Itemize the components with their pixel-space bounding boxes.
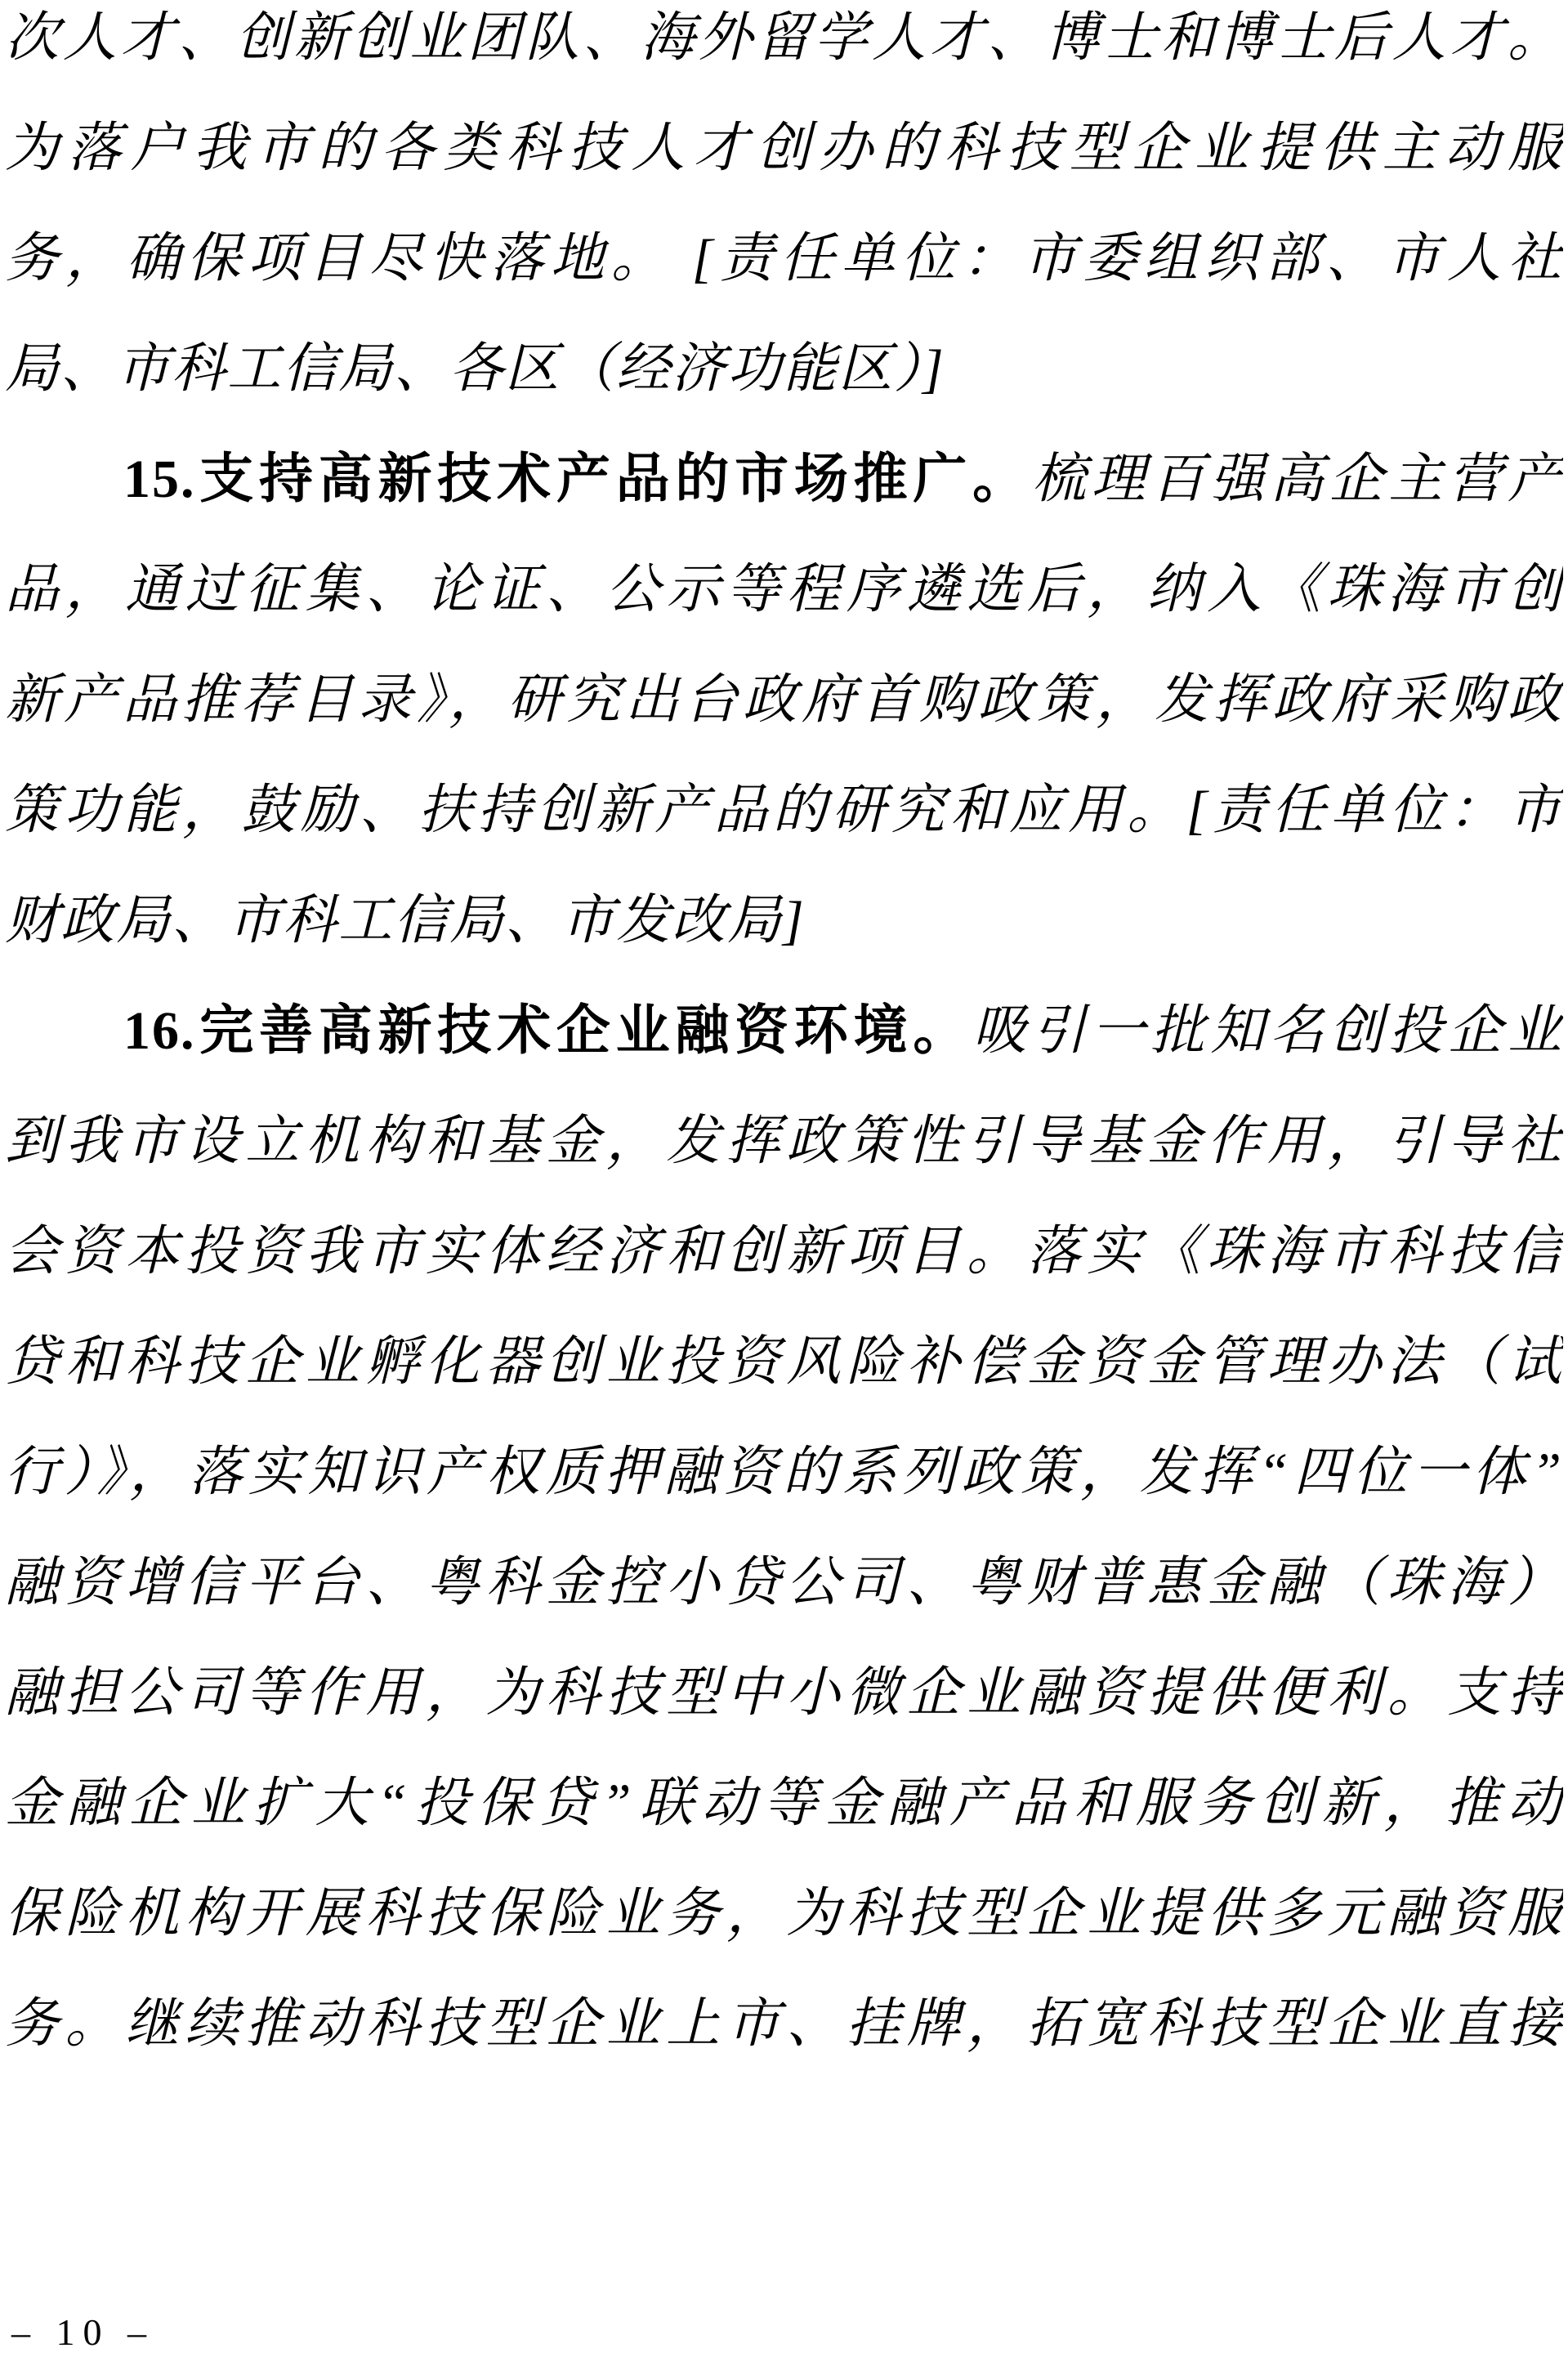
body-run: 保险机构开展科技保险业务，为科技型企业提供多元融资服 <box>5 1884 1563 1943</box>
text-line <box>5 1545 1563 1655</box>
body-run: 品，通过征集、论证、公示等程序遴选后，纳入《珠海市创 <box>5 560 1563 619</box>
body-run: 贷和科技企业孵化器创业投资风险补偿金资金管理办法（试 <box>5 1332 1563 1392</box>
text-line <box>5 1434 1563 1545</box>
text-line <box>5 1214 1563 1324</box>
body-run: 务。继续推动科技型企业上市、挂牌，拓宽科技型企业直接 <box>5 1994 1563 2054</box>
body-run: 到我市设立机构和基金，发挥政策性引导基金作用，引导社 <box>5 1111 1563 1171</box>
text-line <box>5 441 1563 552</box>
text-line <box>5 1103 1563 1214</box>
body-run: 行）》，落实知识产权质押融资的系列政策，发挥“四位一体” <box>5 1442 1563 1502</box>
text-line <box>5 221 1563 331</box>
body-run: 次人才、创新创业团队、海外留学人才、博士和博士后人才。 <box>5 8 1563 68</box>
body-run: 梳理百强高企主营产 <box>1031 449 1563 509</box>
body-run: 局、市科工信局、各区（经济功能区）] <box>5 339 945 399</box>
page-number: – 10 – <box>11 2311 154 2353</box>
text-line <box>5 1655 1563 1765</box>
text-line <box>5 993 1563 1103</box>
text-line <box>5 662 1563 772</box>
text-line <box>5 1324 1563 1434</box>
text-line <box>5 110 1563 221</box>
text-line <box>5 1876 1563 1986</box>
body-run: 策功能，鼓励、扶持创新产品的研究和应用。[责任单位：市 <box>5 780 1563 840</box>
text-line <box>5 552 1563 662</box>
body-run: 融资增信平台、粤科金控小贷公司、粤财普惠金融（珠海） <box>5 1553 1563 1612</box>
heading-run: 16.完善高新技术企业融资环境。 <box>123 1001 973 1061</box>
body-run: 为落户我市的各类科技人才创办的科技型企业提供主动服 <box>5 119 1563 178</box>
body-run: 会资本投资我市实体经济和创新项目。落实《珠海市科技信 <box>5 1222 1563 1281</box>
text-line <box>5 772 1563 883</box>
text-line <box>5 1986 1563 2096</box>
body-run: 新产品推荐目录》，研究出台政府首购政策，发挥政府采购政 <box>5 670 1563 730</box>
body-run: 财政局、市科工信局、市发改局] <box>5 891 806 950</box>
body-run: 吸引一批知名创投企业 <box>972 1001 1563 1061</box>
body-run: 金融企业扩大“投保贷”联动等金融产品和服务创新，推动 <box>5 1773 1563 1833</box>
body-run: 务，确保项目尽快落地。 [责任单位：市委组织部、市人社 <box>5 229 1563 288</box>
heading-run: 15.支持高新技术产品的市场推广。 <box>123 449 1032 509</box>
text-line <box>5 883 1563 993</box>
text-line <box>5 1765 1563 1876</box>
text-line <box>5 331 1563 441</box>
body-run: 融担公司等作用，为科技型中小微企业融资提供便利。支持 <box>5 1663 1563 1723</box>
text-line <box>5 0 1563 110</box>
